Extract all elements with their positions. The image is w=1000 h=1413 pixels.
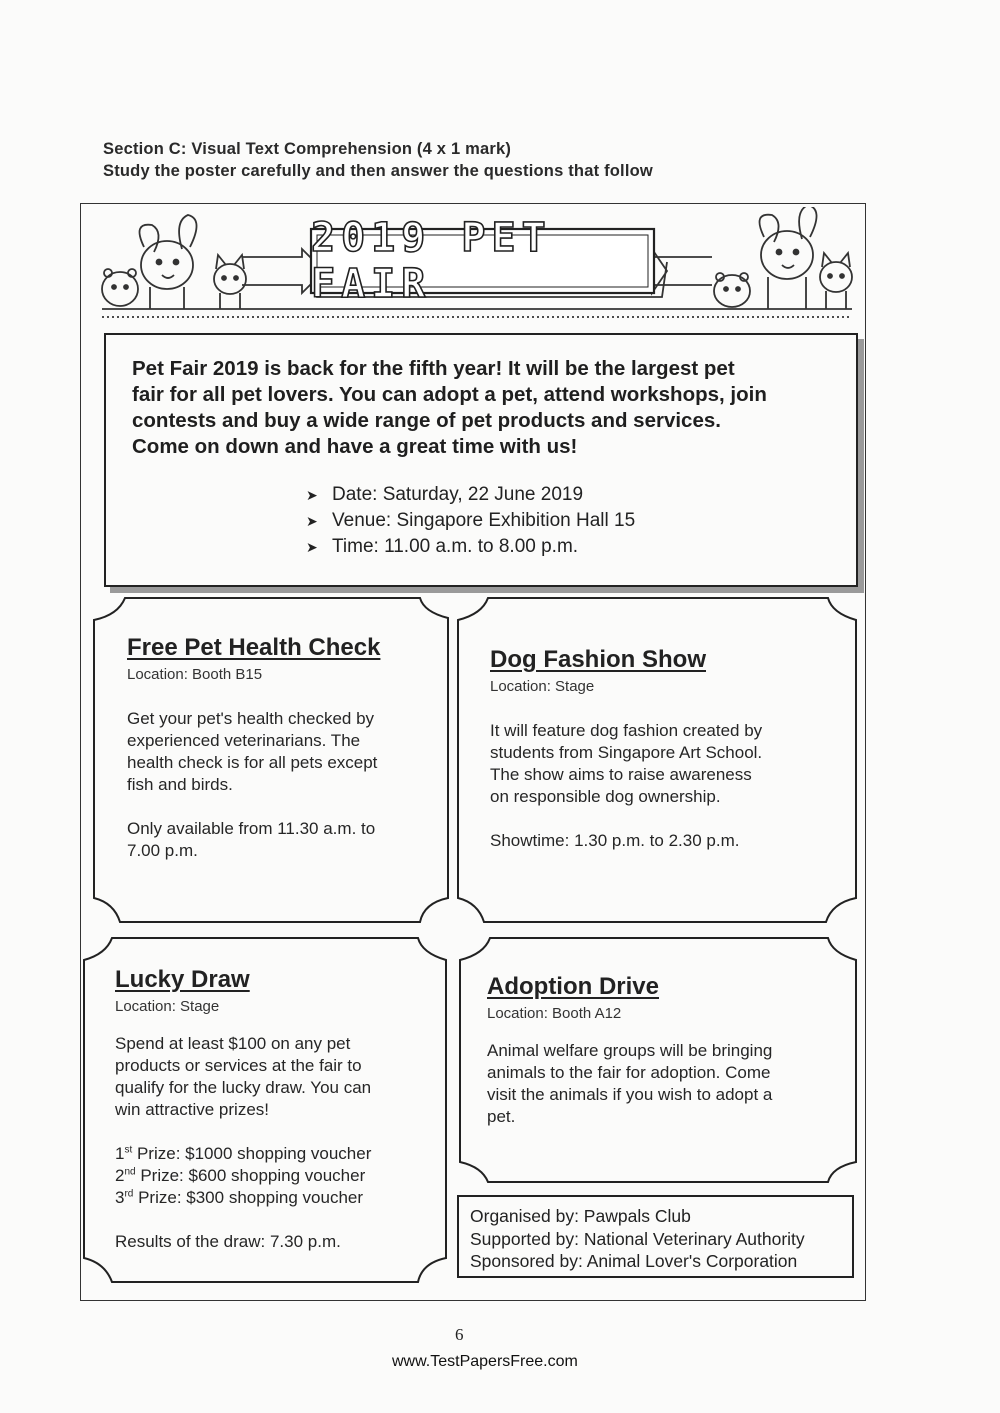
fashion-show-card xyxy=(490,646,840,852)
body-line: It will feature dog fashion created by xyxy=(490,721,763,740)
intro-line: contests and buy a wide range of pet products and services. xyxy=(132,409,721,432)
body-line: animals to the fair for adoption. Come xyxy=(487,1063,771,1082)
adoption-location: Location: Booth A12 xyxy=(487,1005,622,1022)
health-check-body xyxy=(127,708,437,862)
lucky-draw-card xyxy=(115,966,435,1253)
prize-line: 1st Prize: $1000 shopping voucher xyxy=(115,1144,372,1163)
body-line: Only available from 11.30 a.m. to xyxy=(127,819,376,838)
adoption-body xyxy=(487,1040,837,1128)
intro-line: fair for all pet lovers. You can adopt a pet, attend workshops, join xyxy=(132,383,767,406)
adoption-card xyxy=(487,973,837,1128)
body-line: Animal welfare groups will be bringing xyxy=(487,1041,773,1060)
body-line: win attractive prizes! xyxy=(115,1100,269,1119)
page-number: 6 xyxy=(455,1325,464,1344)
body-line: health check is for all pets except xyxy=(127,753,378,772)
body-line: experienced veterinarians. The xyxy=(127,731,361,750)
body-line: Spend at least $100 on any pet xyxy=(115,1034,351,1053)
fashion-show-location: Location: Stage xyxy=(490,678,595,695)
bullet-arrow-icon: ➤ xyxy=(306,487,318,503)
fashion-show-title: Dog Fashion Show xyxy=(490,646,706,673)
fashion-show-body xyxy=(490,720,840,852)
supported-by: Supported by: National Veterinary Authority xyxy=(470,1228,805,1249)
health-check-title: Free Pet Health Check xyxy=(127,634,381,661)
adoption-title: Adoption Drive xyxy=(487,973,659,1000)
body-line: Get your pet's health checked by xyxy=(127,709,375,728)
lucky-draw-location: Location: Stage xyxy=(115,998,220,1015)
body-line: products or services at the fair to xyxy=(115,1056,362,1075)
venue-text: Venue: Singapore Exhibition Hall 15 xyxy=(332,510,636,531)
body-line: students from Singapore Art School. xyxy=(490,743,763,762)
section-title: Section C: Visual Text Comprehension (4 x 1 mark) xyxy=(103,140,512,158)
intro-line: Come on down and have a great time with us! xyxy=(132,435,578,458)
showtime-text: Showtime: 1.30 p.m. to 2.30 p.m. xyxy=(490,831,740,850)
body-line: The show aims to raise awareness xyxy=(490,765,752,784)
body-line: pet. xyxy=(487,1107,516,1126)
date-text: Date: Saturday, 22 June 2019 xyxy=(332,484,584,505)
body-line: visit the animals if you wish to adopt a xyxy=(487,1085,773,1104)
organised-by: Organised by: Pawpals Club xyxy=(470,1206,691,1226)
body-line: on responsible dog ownership. xyxy=(490,787,721,806)
website-footer: www.TestPapersFree.com xyxy=(392,1353,578,1370)
section-instruction: Study the poster carefully and then answer the questions that follow xyxy=(103,162,653,180)
results-text: Results of the draw: 7.30 p.m. xyxy=(115,1232,341,1251)
time-text: Time: 11.00 a.m. to 8.00 p.m. xyxy=(332,536,579,557)
body-line: qualify for the lucky draw. You can xyxy=(115,1078,372,1097)
body-line: fish and birds. xyxy=(127,775,233,794)
body-line: 7.00 p.m. xyxy=(127,841,198,860)
prize-line: 3rd Prize: $300 shopping voucher xyxy=(115,1188,364,1207)
sponsored-by: Sponsored by: Animal Lover's Corporation xyxy=(470,1251,798,1271)
bullet-arrow-icon: ➤ xyxy=(306,513,318,529)
prize-line: 2nd Prize: $600 shopping voucher xyxy=(115,1166,366,1185)
health-check-location: Location: Booth B15 xyxy=(127,666,263,683)
banner-title: 2019 PET FAIR xyxy=(311,215,552,307)
organisers-text xyxy=(470,1205,805,1273)
bullet-arrow-icon: ➤ xyxy=(306,539,318,555)
intro-line: Pet Fair 2019 is back for the fifth year! It will be the largest pet xyxy=(132,357,735,380)
lucky-draw-body xyxy=(115,1033,435,1253)
health-check-card xyxy=(127,634,437,862)
lucky-draw-title: Lucky Draw xyxy=(115,966,250,993)
